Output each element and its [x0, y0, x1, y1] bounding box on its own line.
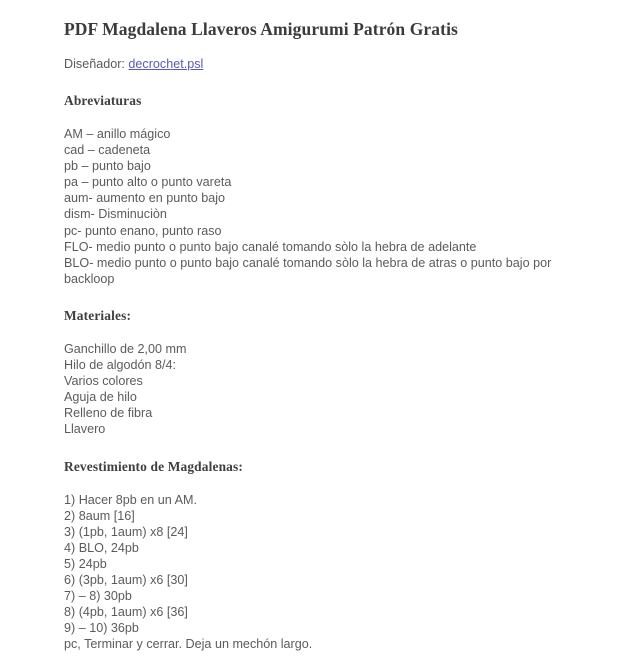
list-item: aum- aumento en punto bajo	[64, 191, 226, 206]
section-heading-revestimiento: Revestimiento de Magdalenas:	[64, 458, 243, 474]
list-item: 8) (4pb, 1aum) x6 [36]	[64, 605, 188, 620]
pattern-steps-list	[64, 492, 599, 653]
list-item: Varios colores	[64, 374, 143, 389]
list-item: pb – punto bajo	[64, 159, 151, 174]
designer-link[interactable]: decrochet.psl	[128, 57, 204, 71]
page-title: PDF Magdalena Llaveros Amigurumi Patrón Gratis	[64, 19, 458, 39]
list-item: FLO- medio punto o punto bajo canalé tomando sòlo la hebra de adelante	[64, 239, 477, 254]
list-item: 7) – 8) 30pb	[64, 589, 132, 604]
section-heading-materiales: Materiales:	[64, 307, 132, 323]
list-item: Aguja de hilo	[64, 390, 137, 405]
list-item: 9) – 10) 36pb	[64, 621, 139, 636]
list-item: pc, Terminar y cerrar. Deja un mechón largo.	[64, 637, 313, 652]
list-item: Llavero	[64, 422, 106, 437]
list-item: AM – anillo mágico	[64, 127, 171, 141]
list-item: BLO- medio punto o punto bajo canalé tomando sòlo la hebra de atras o punto bajo por backloop	[64, 255, 555, 286]
list-item: Relleno de fibra	[64, 406, 153, 421]
list-item: 6) (3pb, 1aum) x6 [30]	[64, 572, 188, 587]
list-item: 5) 24pb	[64, 556, 107, 571]
designer-line	[64, 56, 599, 72]
list-item: 3) (1pb, 1aum) x8 [24]	[64, 524, 188, 539]
list-item: 1) Hacer 8pb en un AM.	[64, 492, 198, 507]
section-heading-abreviaturas: Abreviaturas	[64, 93, 142, 108]
list-item: pa – punto alto o punto vareta	[64, 175, 232, 190]
materials-list	[64, 341, 599, 438]
list-item: 4) BLO, 24pb	[64, 540, 139, 555]
list-item: dism- Disminuciòn	[64, 207, 167, 222]
list-item: Ganchillo de 2,00 mm	[64, 341, 187, 356]
abbreviations-list	[64, 126, 599, 287]
list-item: Hilo de algodón 8/4:	[64, 358, 177, 373]
list-item: 2) 8aum [16]	[64, 508, 135, 523]
designer-label: Diseñador:	[64, 57, 125, 71]
list-item: pc- punto enano, punto raso	[64, 223, 222, 238]
list-item: cad – cadeneta	[64, 143, 151, 158]
